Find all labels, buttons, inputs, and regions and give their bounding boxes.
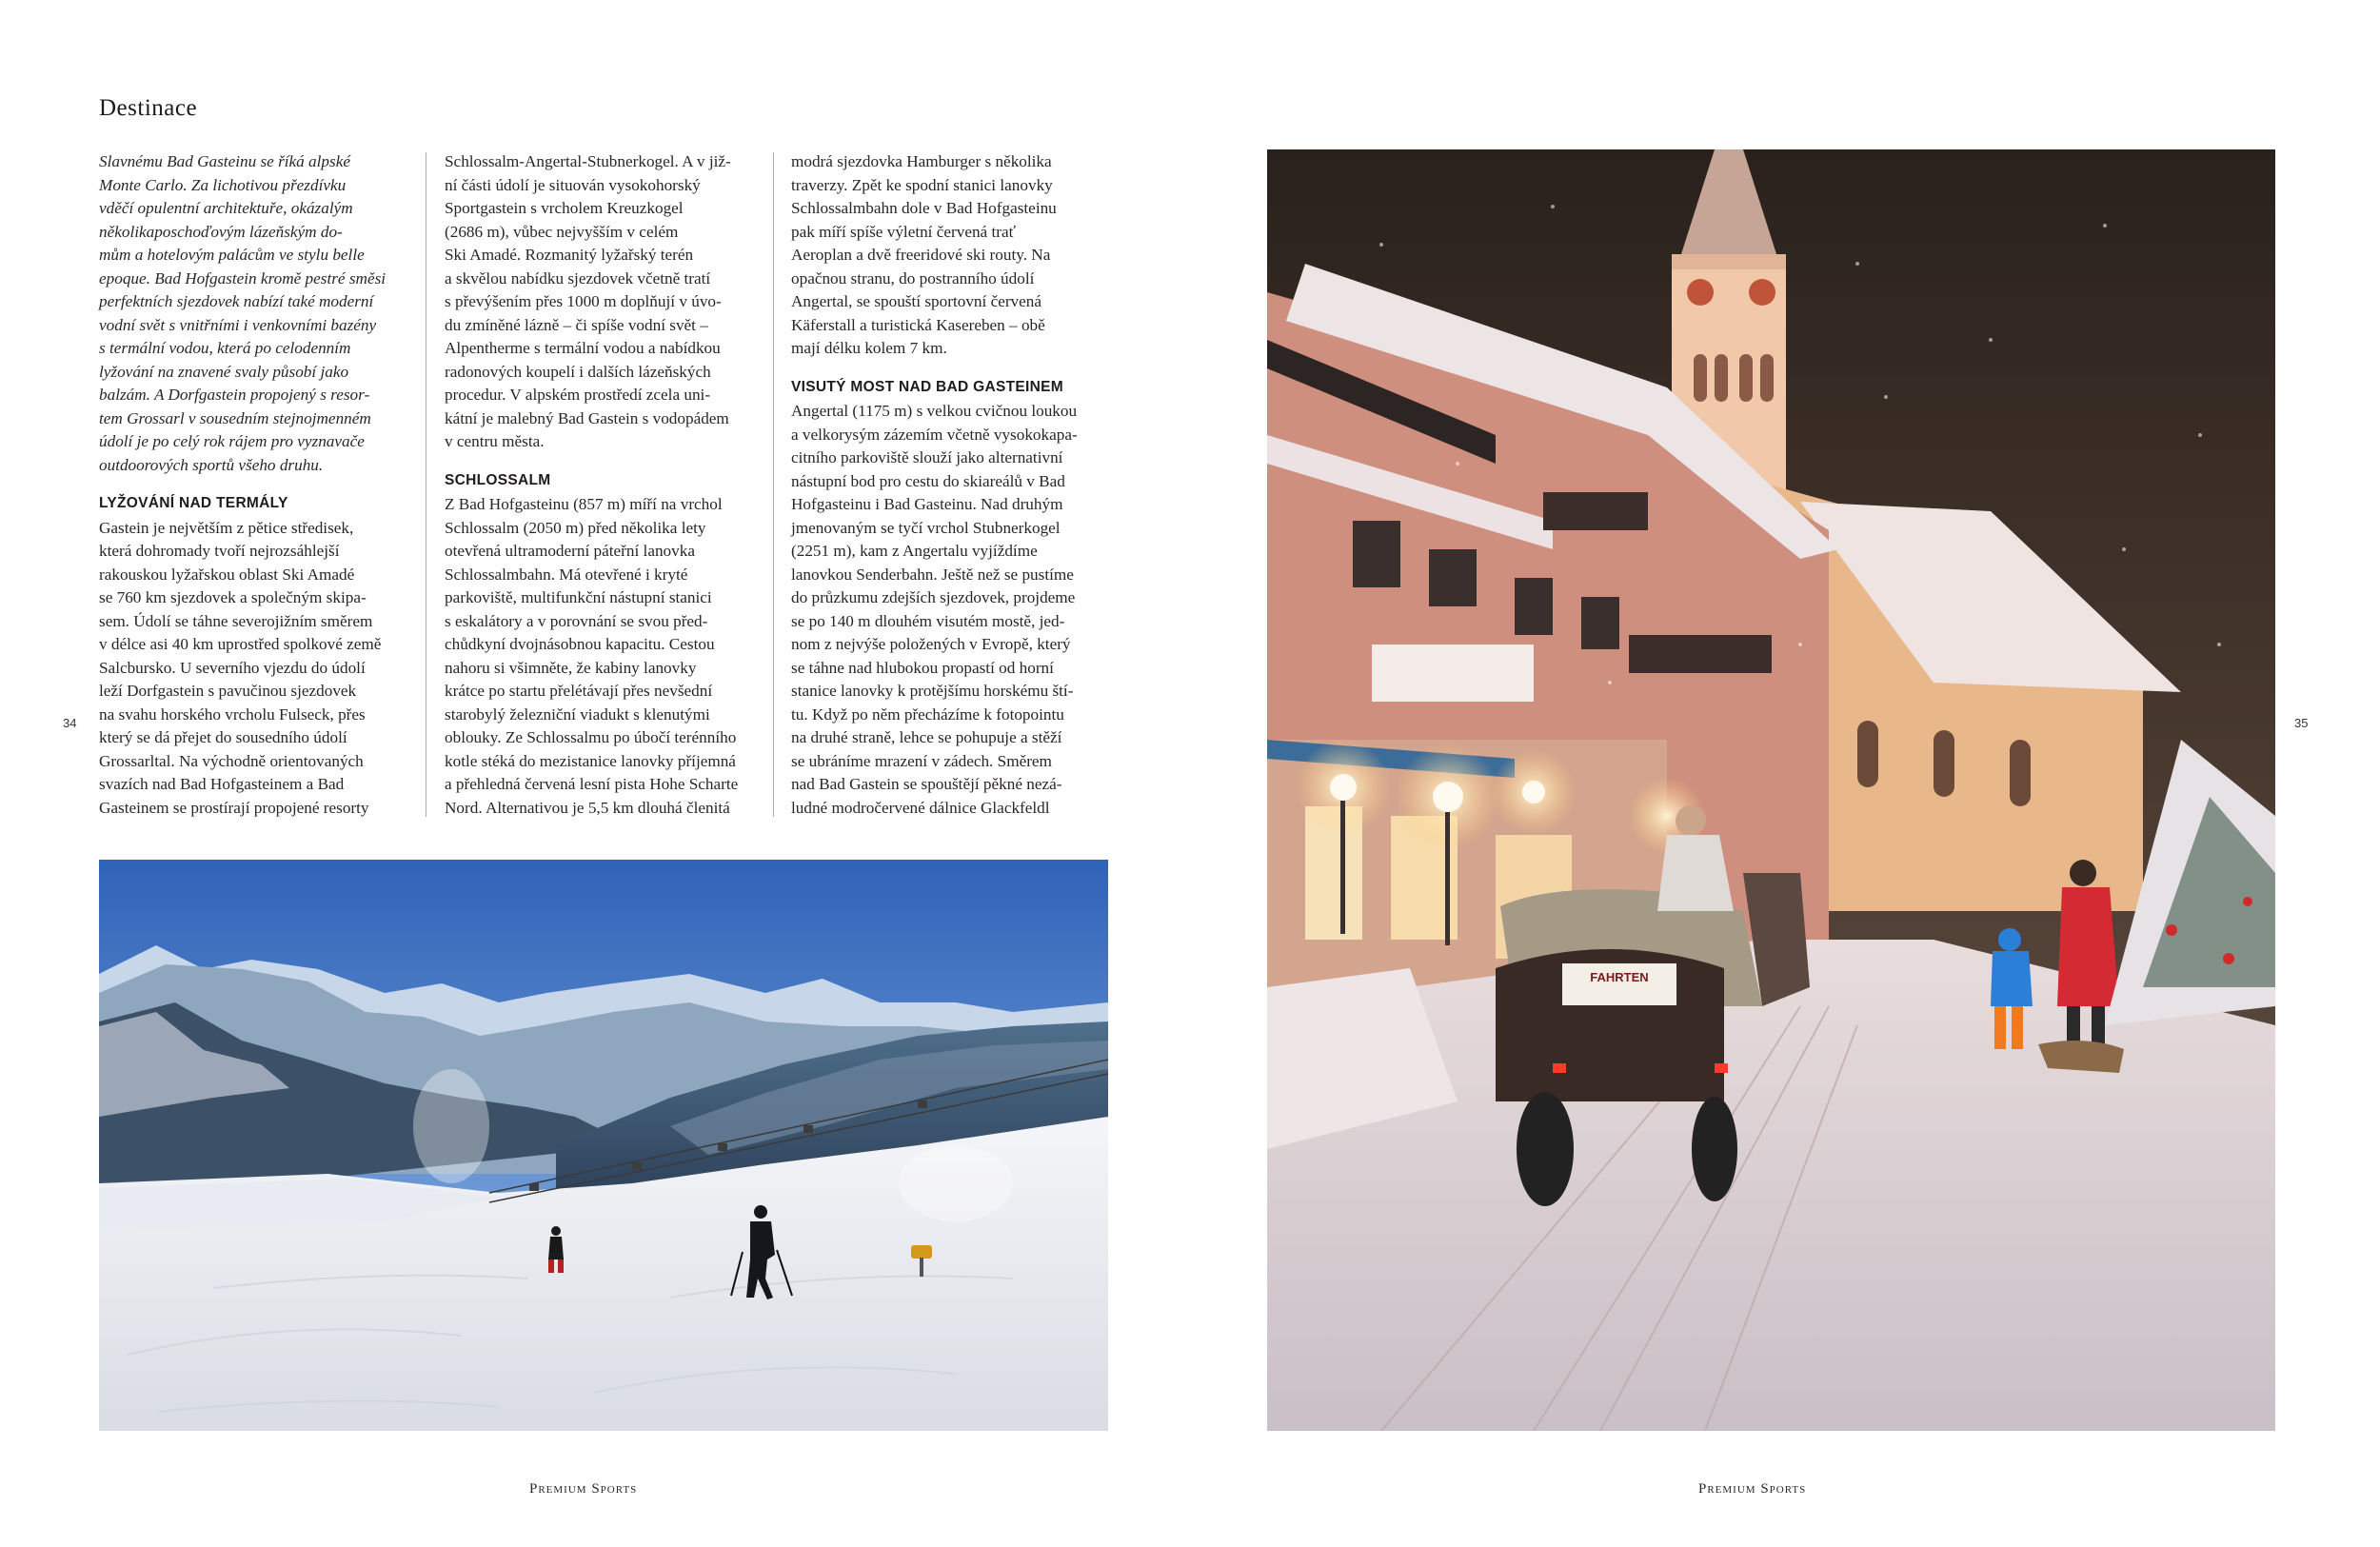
section-title: Destinace (99, 95, 198, 121)
column-2 (445, 150, 759, 820)
heading-schlossalm: SCHLOSSALM (445, 471, 551, 488)
page-number-left: 34 (63, 716, 77, 730)
heading-lyzovani: LYŽOVÁNÍ NAD TERMÁLY (99, 495, 288, 511)
footer-brand-right: Premium Sports (1698, 1481, 1807, 1497)
lead-paragraph: Slavnému Bad Gasteinu se říká alpské Monte Carlo. Za lichotivou přezdívku vděčí opulentní architektuře, okázalým několikaposchoďovým lázeňským do- mům a hotelovým palácům ve stylu belle epoque. Bad Hofgastein kromě pestré směsi perfektních sjezdovek nabízí také moderní vodní svět s vnitřními i venkovními bazény s termální vodou, která po celodenním lyžování na znavené svaly působí jako balzám. A Dorfgastein propojený s resor- tem Grossarl v sousedním stejnojmenném údolí je po celý rok rájem pro vyznavače outdoorových sportů všeho druhu. (99, 152, 387, 474)
heading-visuty-most: VISUTÝ MOST NAD BAD GASTEINEM (791, 378, 1063, 395)
body-paragraph: Gastein je největším z pětice středisek, která dohromady tvoří nejrozsáhlejší rakouskou lyžařskou oblast Ski Amadé se 760 km sjezdovek a společným skipa- sem. Údolí se táhne severojižním směrem v délce asi 40 km uprostřed spolkové země Salcbursko. U severního vjezdu do údolí leží Dorfgastein s pavučinou sjezdovek na svahu horského vrcholu Fulseck, přes který se dá přejet do sousedního údolí Grossarltal. Na východně orientovaných svazích nad Bad Hofgasteinem a Bad Gasteinem se prostírají propojené resorty (99, 518, 382, 817)
column-3 (791, 150, 1113, 820)
column-1 (99, 150, 411, 820)
carriage-sign-text: FAHRTEN (1590, 970, 1649, 984)
footer-brand-left: Premium Sports (529, 1481, 638, 1497)
night-street-photo (1267, 149, 2275, 1431)
body-paragraph: Angertal (1175 m) s velkou cvičnou loukou a velkorysým zázemím včetně vysokokapa- citního parkoviště slouží jako alternativní nástupní bod pro cestu do skiareálů v Bad Hofgasteinu i Bad Gasteinu. Nad druhým jmenovaným se tyčí vrchol Stubnerkogel (2251 m), kam z Angertalu vyjíždíme lanovkou Senderbahn. Ještě než se pustíme do průzkumu zdejších sjezdovek, projdeme se po 140 m dlouhém visutém mostě, jed- nom z nejvýše položených v Evropě, který se táhne nad hlubokou propastí od horní stanice lanovky k protějšímu horskému ští- tu. Když po něm přecházíme k fotopointu na druhé straně, lehce se pohupuje a stěží se ubráníme mrazení v zádech. Směrem nad Bad Gastein se spouštějí pěkné nezá- ludné modročervené dálnice Glackfeldl (791, 402, 1078, 817)
rule-2 (773, 152, 774, 817)
body-paragraph: Schlossalm-Angertal-Stubnerkogel. A v již- ní části údolí je situován vysokohorský Sportgastein s vrcholem Kreuzkogel (2686 m), vůbec nejvyšším v celém Ski Amadé. Rozmanitý lyžařský terén a skvělou nabídku sjezdovek včetně tratí s převýšením přes 1000 m doplňují v úvo- du zmíněné lázně – či spíše vodní svět – Alpentherme s termální vodou a nabídkou radonových koupelí i dalších lázeňských procedur. V alpském prostředí zcela uni- kátní je malebný Bad Gastein s vodopádem v centru města. (445, 152, 731, 450)
body-paragraph: Z Bad Hofgasteinu (857 m) míří na vrchol Schlossalm (2050 m) před několika lety otevřená ultramoderní páteřní lanovka Schlossalmbahn. Má otevřené i kryté parkoviště, multifunkční nástupní stanici s eskalátory a v porovnání se svou před- chůdkyní dvojnásobnou kapacitu. Cestou nahoru si všimněte, že kabiny lanovky krátce po startu přelétávají přes nevšední starobylý železniční viadukt s klenutými oblouky. Ze Schlossalmu po úbočí terénního kotle stéká do mezistanice lanovky příjemná a přehledná červená lesní pista Hohe Scharte Nord. Alternativou je 5,5 km dlouhá členitá (445, 495, 739, 817)
ski-slope-photo (99, 860, 1108, 1431)
body-paragraph: modrá sjezdovka Hamburger s několika traverzy. Zpět ke spodní stanici lanovky Schlossalmbahn dole v Bad Hofgasteinu pak míří spíše výletní červená trať Aeroplan a dvě freeridové ski routy. Na opačnou stranu, do postranního údolí Angertal, se spouští sportovní červená Käferstall a turistická Kasereben – obě mají délku kolem 7 km. (791, 152, 1057, 357)
page-number-right: 35 (2294, 716, 2309, 730)
